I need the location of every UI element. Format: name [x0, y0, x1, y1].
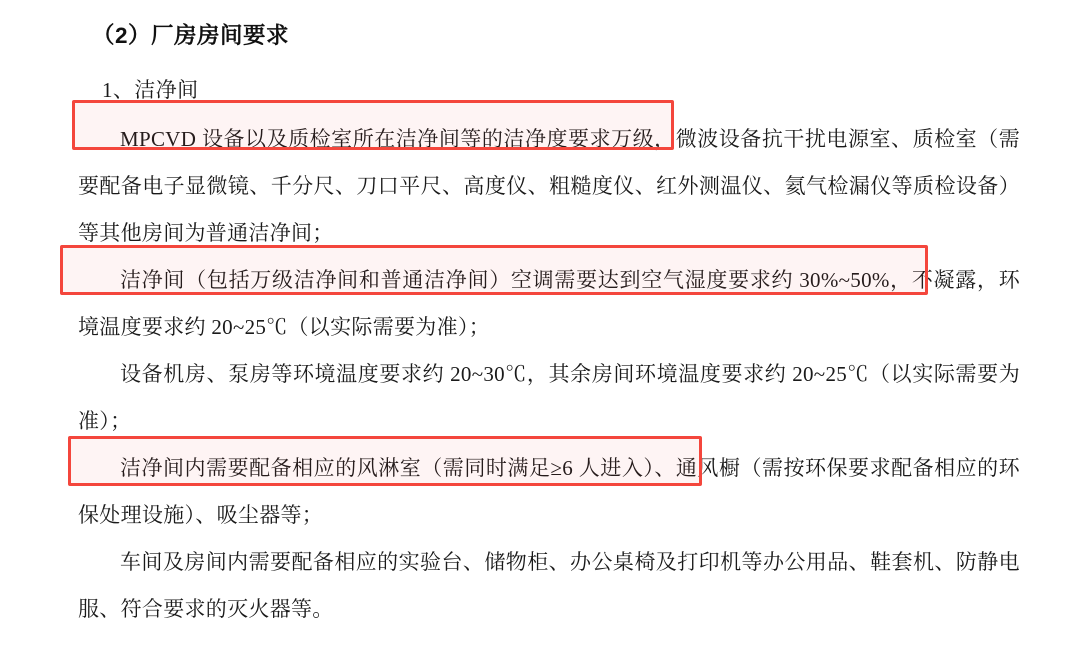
body-content [78, 116, 1020, 633]
paragraph-hvac-humidity: 洁净间（包括万级洁净间和普通洁净间）空调需要达到空气湿度要求约 30%~50%，不凝露，环境温度要求约 20~25℃（以实际需要为准）； [78, 268, 1020, 339]
paragraph-air-shower-fume-hood: 洁净间内需要配备相应的风淋室（需同时满足≥6 人进入）、通风橱（需按环保要求配备相应的环保处理设施）、吸尘器等； [78, 456, 1020, 527]
paragraph-cleanroom-class: MPCVD 设备以及质检室所在洁净间等的洁净度要求万级，微波设备抗干扰电源室、质检室（需要配备电子显微镜、千分尺、刀口平尺、高度仪、粗糙度仪、红外测温仪、氦气检漏仪等质检设备）等其他房间为普通洁净间； [78, 127, 1020, 245]
paragraph-equipment-room-temp: 设备机房、泵房等环境温度要求约 20~30℃，其余房间环境温度要求约 20~25℃（以实际需要为准）； [78, 362, 1020, 433]
section-subtitle: 1、洁净间 [102, 78, 199, 102]
paragraph-workshop-furnishings: 车间及房间内需要配备相应的实验台、储物柜、办公桌椅及打印机等办公用品、鞋套机、防静电服、符合要求的灭火器等。 [78, 550, 1020, 621]
page-title: （2）厂房房间要求 [92, 23, 290, 48]
